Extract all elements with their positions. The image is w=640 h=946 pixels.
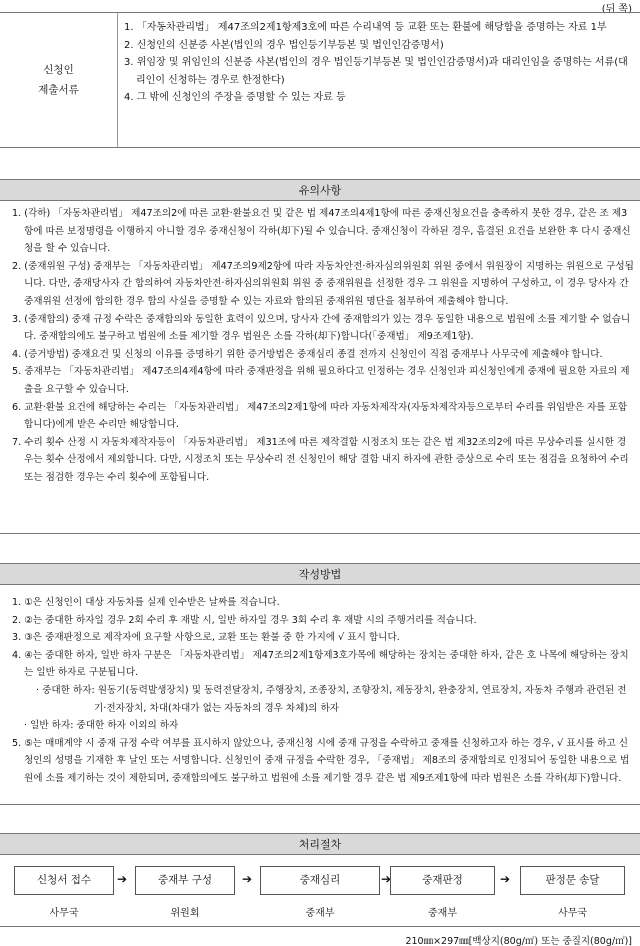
process-actor: 위원회 xyxy=(170,908,200,919)
process-step-panel: 중재부 구성 xyxy=(135,866,235,895)
method-item: 1. ①은 신청인이 대상 자동차를 실제 인수받은 날짜를 적습니다. xyxy=(12,597,280,608)
attachments-list xyxy=(118,13,640,147)
method-header: 작성방법 xyxy=(0,563,640,585)
method-subitems xyxy=(12,682,634,735)
note-item: 1. (각하) 「자동차관리법」 제47조의2에 따른 교환·환불요건 및 같은 법 제47조의4제1항에 따른 중재신청요건을 충족하지 못한 경우, 같은 조 제3항에 따른 보정명령을 이행하지 아니할 경우 중재신청이 각하(却下)될 수 있습니다. 중재신청이 각하된 경우, 흠결된 요건을 보완한 후 다시 중재신청을 할 수 있습니다. xyxy=(12,208,631,255)
process-header: 처리절차 xyxy=(0,833,640,855)
notes-header: 유의사항 xyxy=(0,179,640,201)
arrow-right-icon: ➔ xyxy=(500,872,511,886)
method-item: 4. ④는 중대한 하자, 일반 하자 구분은 「자동차관리법」 제47조의2제1항제3호가목에 해당하는 장치는 중대한 하자, 같은 호 나목에 해당하는 장치는 일반 하자로 구분됩니다. xyxy=(12,649,629,679)
arrow-right-icon: ➔ xyxy=(381,872,392,886)
process-step-delivery: 판정문 송달 xyxy=(520,866,625,895)
note-item: 7. 수리 횟수 산정 시 자동차제작자등이 「자동차관리법」 제31조에 따른 제작결함 시정조치 또는 같은 법 제32조의2에 따른 무상수리를 실시한 경우는 횟수 산정에서 제외합니다. 다만, 시정조치 또는 무상수리 전 신청인이 해당 결함 내지 하자에 관한 증상으로 수리 또는 점검을 요청하여 수리 또는 점검한 경우는 수리 횟수에 포함됩니다. xyxy=(12,436,629,483)
process-step-hearing: 중재심리 xyxy=(260,866,380,895)
method-item: 2. ②는 중대한 하자일 경우 2회 수리 후 재발 시, 일반 하자일 경우 3회 수리 후 재발 시의 주행거리를 적습니다. xyxy=(12,614,477,626)
note-item: 4. (증거방법) 중재요건 및 신청의 이유를 증명하기 위한 증거방법은 중재심리 종결 전까지 신청인이 직접 중재부나 사무국에 제출해야 합니다. xyxy=(12,348,603,360)
process-step-receipt: 신청서 접수 xyxy=(14,866,114,895)
arrow-right-icon: ➔ xyxy=(242,872,253,886)
note-item: 6. 교환·환불 요건에 해당하는 수리는 「자동차관리법」 제47조의2제1항에 따라 자동차제작자(자동차제작자등으로부터 수리를 위임받은 자를 포함합니다)에게 받은 수리만 해당합니다. xyxy=(12,401,628,431)
attachments-label xyxy=(0,13,118,147)
minor-defect-list: · 일반 하자: 중대한 하자 이외의 하자 xyxy=(24,720,179,732)
attachment-item: 2. 신청인의 신분증 사본(법인의 경우 법인등기부등본 및 법인인감증명서) xyxy=(124,39,444,51)
attachments-section xyxy=(0,12,640,148)
page-side-label: (뒤 쪽) xyxy=(601,4,632,15)
method-list xyxy=(0,589,640,805)
arrow-right-icon: ➔ xyxy=(117,872,128,886)
note-item: 3. (중재합의) 중재 규정 수락은 중재합의와 동일한 효력이 있으며, 당사자 간에 중재합의가 있는 경우 동일한 내용으로 법원에 소를 제기할 수 없습니다. 중재합의에도 불구하고 법원에 소를 제기할 경우 법원은 소를 각하(却下)합니다(「중재법」 제9조제1항). xyxy=(12,313,631,343)
attachments-label-line2: 제출서류 xyxy=(38,84,79,96)
attachment-item: 1. 「자동차관리법」 제47조의2제1항제3호에 따른 수리내역 등 교환 또는 환불에 해당함을 증명하는 자료 1부 xyxy=(124,22,607,33)
note-item: 5. 중재부는 「자동차관리법」 제47조의4제4항에 따라 중재판정을 위해 필요하다고 인정하는 경우 신청인과 피신청인에게 중재에 필요한 자료의 제출을 요구할 수 있습니다. xyxy=(12,366,630,395)
attachment-item: 3. 위임장 및 위임인의 신분증 사본(법인의 경우 법인등기부등본 및 법인인감증명서)과 대리인임을 증명하는 서류(대리인이 신청하는 경우로 한정한다) xyxy=(124,57,628,86)
attachment-item: 4. 그 밖에 신청인의 주장을 증명할 수 있는 자료 등 xyxy=(124,92,346,103)
process-actor: 중재부 xyxy=(428,908,457,919)
process-actor: 사무국 xyxy=(558,908,587,919)
method-item: 5. ⑤는 매매계약 시 중재 규정 수락 여부를 표시하지 않았으나, 중재신청 시에 중재 규정을 수락하고 중재를 신청하고자 하는 경우, √ 표시를 하고 신청인의 성명을 기재한 후 날인 또는 서명합니다. 신청인이 중재 규정을 수락한 경우, 「중재법」 제8조의 중재합의로 인정되어 동일한 내용으로 법원에 소를 제기하는 것이 제한되며, 중재합의에도 불구하고 법원에 소를 제기할 경우 같은 법 제9조제1항에 따라 법원은 소를 각하(却下)합니다. xyxy=(12,737,630,784)
process-flow xyxy=(0,857,640,927)
process-actor: 중재부 xyxy=(305,908,335,919)
process-actor: 사무국 xyxy=(49,908,79,919)
notes-list xyxy=(0,203,640,534)
method-item: 3. ③은 중재판정으로 제작자에 요구할 사항으로, 교환 또는 환불 중 한 가지에 √ 표시 합니다. xyxy=(12,632,400,644)
note-item: 2. (중재위원 구성) 중재부는 「자동차관리법」 제47조의9제2항에 따라 자동차안전·하자심의위원회 위원 중에서 위원장이 지명하는 위원으로 구성됩니다. 다만, 중재당사자 간 합의하여 자동차안전·하자심의위원회 위원 중 중재위원을 선정한 경우 그 위원을 지명하여 구성하고, 이 경우 당사자 간 중재위원 선정에 합의한 경우 합의 사실을 증명할 수 있는 자료와 합의된 중재위원 명단을 첨부하여 제출해야 합니다. xyxy=(12,260,634,307)
paper-spec: 210㎜×297㎜[백상지(80g/㎡) 또는 중질지(80g/㎡)] xyxy=(405,936,632,946)
process-step-award: 중재판정 xyxy=(390,866,495,895)
major-defect-list: · 중대한 하자: 원동기(동력발생장치) 및 동력전달장치, 주행장치, 조종장치, 조향장치, 제동장치, 완충장치, 연료장치, 자동차 주행과 관련된 전기·전자장치, 차대(차대가 없는 자동차의 경우 차체)의 하자 xyxy=(36,684,627,714)
attachments-label-line1: 신청인 xyxy=(43,64,74,76)
